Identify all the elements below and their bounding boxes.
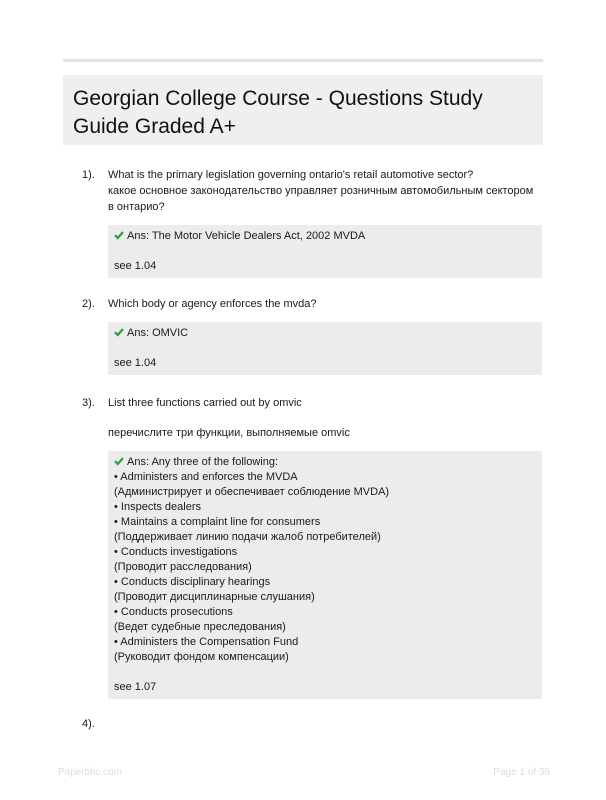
question-text-ru: перечислите три функции, выполняемые omvic [108, 427, 350, 439]
question-text: List three functions carried out by omvic [108, 397, 302, 409]
answer-box [108, 225, 542, 278]
question-text: What is the primary legislation governing ontario's retail automotive sector? какое основное законодательство управляет розничным автомобильным сектором в онтарио? [108, 169, 534, 213]
answer-box [108, 451, 542, 699]
question-2 [82, 296, 542, 375]
answer-line: (Поддерживает линию подачи жалоб потребителей) [114, 531, 381, 543]
title-banner [63, 75, 543, 145]
see-reference: see 1.07 [114, 681, 157, 693]
check-icon [114, 327, 124, 337]
see-reference: see 1.04 [114, 357, 157, 369]
top-divider [63, 59, 543, 62]
answer-line: (Проводит дисциплинарные слушания) [114, 591, 315, 603]
question-number: 4). [82, 718, 95, 730]
answer-line: • Administers and enforces the MVDA [114, 471, 298, 483]
question-number: 3). [82, 397, 95, 409]
answer-text: Ans: The Motor Vehicle Dealers Act, 2002 MVDA [127, 230, 366, 242]
answer-line: • Administers the Compensation Fund [114, 636, 299, 648]
question-3 [82, 395, 542, 699]
answer-line: (Администрирует и обеспечивает соблюдение MVDA) [114, 486, 390, 498]
answer-line: (Ведет судебные преследования) [114, 621, 286, 633]
answer-text: Ans: OMVIC [127, 327, 189, 339]
question-1 [82, 167, 542, 278]
document-title: Georgian College Course - Questions Study Guide Graded A+ [73, 87, 483, 138]
answer-line: • Conducts investigations [114, 546, 238, 558]
page-indicator: Page 1 of 36 [493, 767, 550, 778]
question-number: 2). [82, 298, 95, 310]
answer-line: • Conducts disciplinary hearings [114, 576, 271, 588]
check-icon [114, 230, 124, 240]
answer-line: (Проводит расследования) [114, 561, 252, 573]
answer-text: Ans: Any three of the following: [127, 456, 279, 468]
question-text: Which body or agency enforces the mvda? [108, 298, 317, 310]
answer-box [108, 322, 542, 375]
answer-line: • Maintains a complaint line for consumers [114, 516, 321, 528]
answer-line: • Conducts prosecutions [114, 606, 233, 618]
see-reference: see 1.04 [114, 260, 157, 272]
check-icon [114, 456, 124, 466]
footer-watermark: Paperbtic.com [58, 767, 122, 778]
answer-line: (Руководит фондом компенсации) [114, 651, 289, 663]
answer-line: • Inspects dealers [114, 501, 202, 513]
question-number: 1). [82, 169, 95, 181]
